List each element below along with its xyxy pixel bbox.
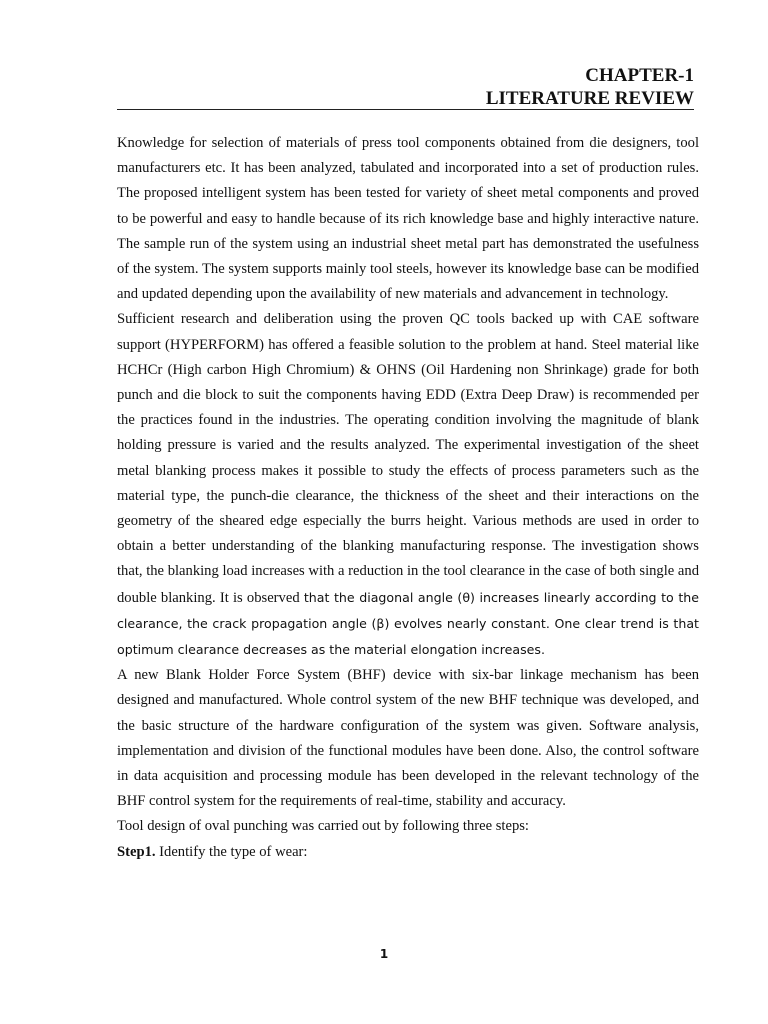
- paragraph-materials-selection: Knowledge for selection of materials of press tool components obtained from die designers, tool manufacturers etc. It has been analyzed, tabulated and incorporated into a set of production rules. The proposed intelligent system has been tested for variety of sheet metal components and proved to be powerful and easy to handle because of its rich knowledge base and highly interactive nature. The sample run of the system using an industrial sheet metal part has demonstrated the usefulness of the system. The system supports mainly tool steels, however its knowledge base can be modified and updated depending upon the availability of new materials and advancement in technology.: [117, 135, 699, 303]
- paragraph-bhf-system: A new Blank Holder Force System (BHF) device with six-bar linkage mechanism has been designed and manufactured. Whole control system of the new BHF technique was developed, and the basic structure of the hardware configuration of the system was given. Software analysis, implementation and division of the functional modules have been done. Also, the control software in data acquisition and processing module has been developed in the relevant technology of the BHF control system for the requirements of real-time, stability and accuracy.: [117, 667, 699, 810]
- chapter-number: CHAPTER-1: [585, 65, 694, 86]
- paragraph-research-deliberation: [117, 307, 699, 663]
- paragraph-research-sans-part: that the diagonal angle (θ) increases linearly according to the clearance, the crack propagation angle (β) evolves nearly constant. One clear trend is that optimum clearance decreases as the material elongation increases.: [117, 589, 699, 658]
- page-number: 1: [379, 947, 389, 961]
- step-one-text: Identify the type of wear:: [155, 843, 308, 860]
- paragraph-research-serif-part: Sufficient research and deliberation using the proven QC tools backed up with CAE software support (HYPERFORM) has offered a feasible solution to the problem at hand. Steel material like HCHCr (High carbon High Chromium) & OHNS (Oil Hardening non Shrinkage) grade for both punch and die block to suit the components having EDD (Extra Deep Draw) is recommended per the practices found in the industries. The operating condition involving the magnitude of blank holding pressure is varied and the results analyzed. The experimental investigation of the sheet metal blanking process makes it possible to study the effects of process parameters such as the material type, the punch-die clearance, the thickness of the sheet and their interactions on the geometry of the sheared edge especially the burrs height. Various methods are used in order to obtain a better understanding of the blanking manufacturing response. The investigation shows that, the blanking load increases with a reduction in the tool clearance in the case of both single and double blanking. It is observed: [117, 311, 699, 606]
- step-one: [117, 840, 699, 865]
- chapter-heading: [117, 64, 694, 110]
- paragraph-oval-punching: Tool design of oval punching was carried out by following three steps:: [117, 818, 529, 835]
- body-text: [117, 131, 699, 865]
- chapter-title: LITERATURE REVIEW: [485, 88, 694, 109]
- step-one-label: Step1.: [117, 843, 156, 860]
- heading-underline: [117, 109, 694, 110]
